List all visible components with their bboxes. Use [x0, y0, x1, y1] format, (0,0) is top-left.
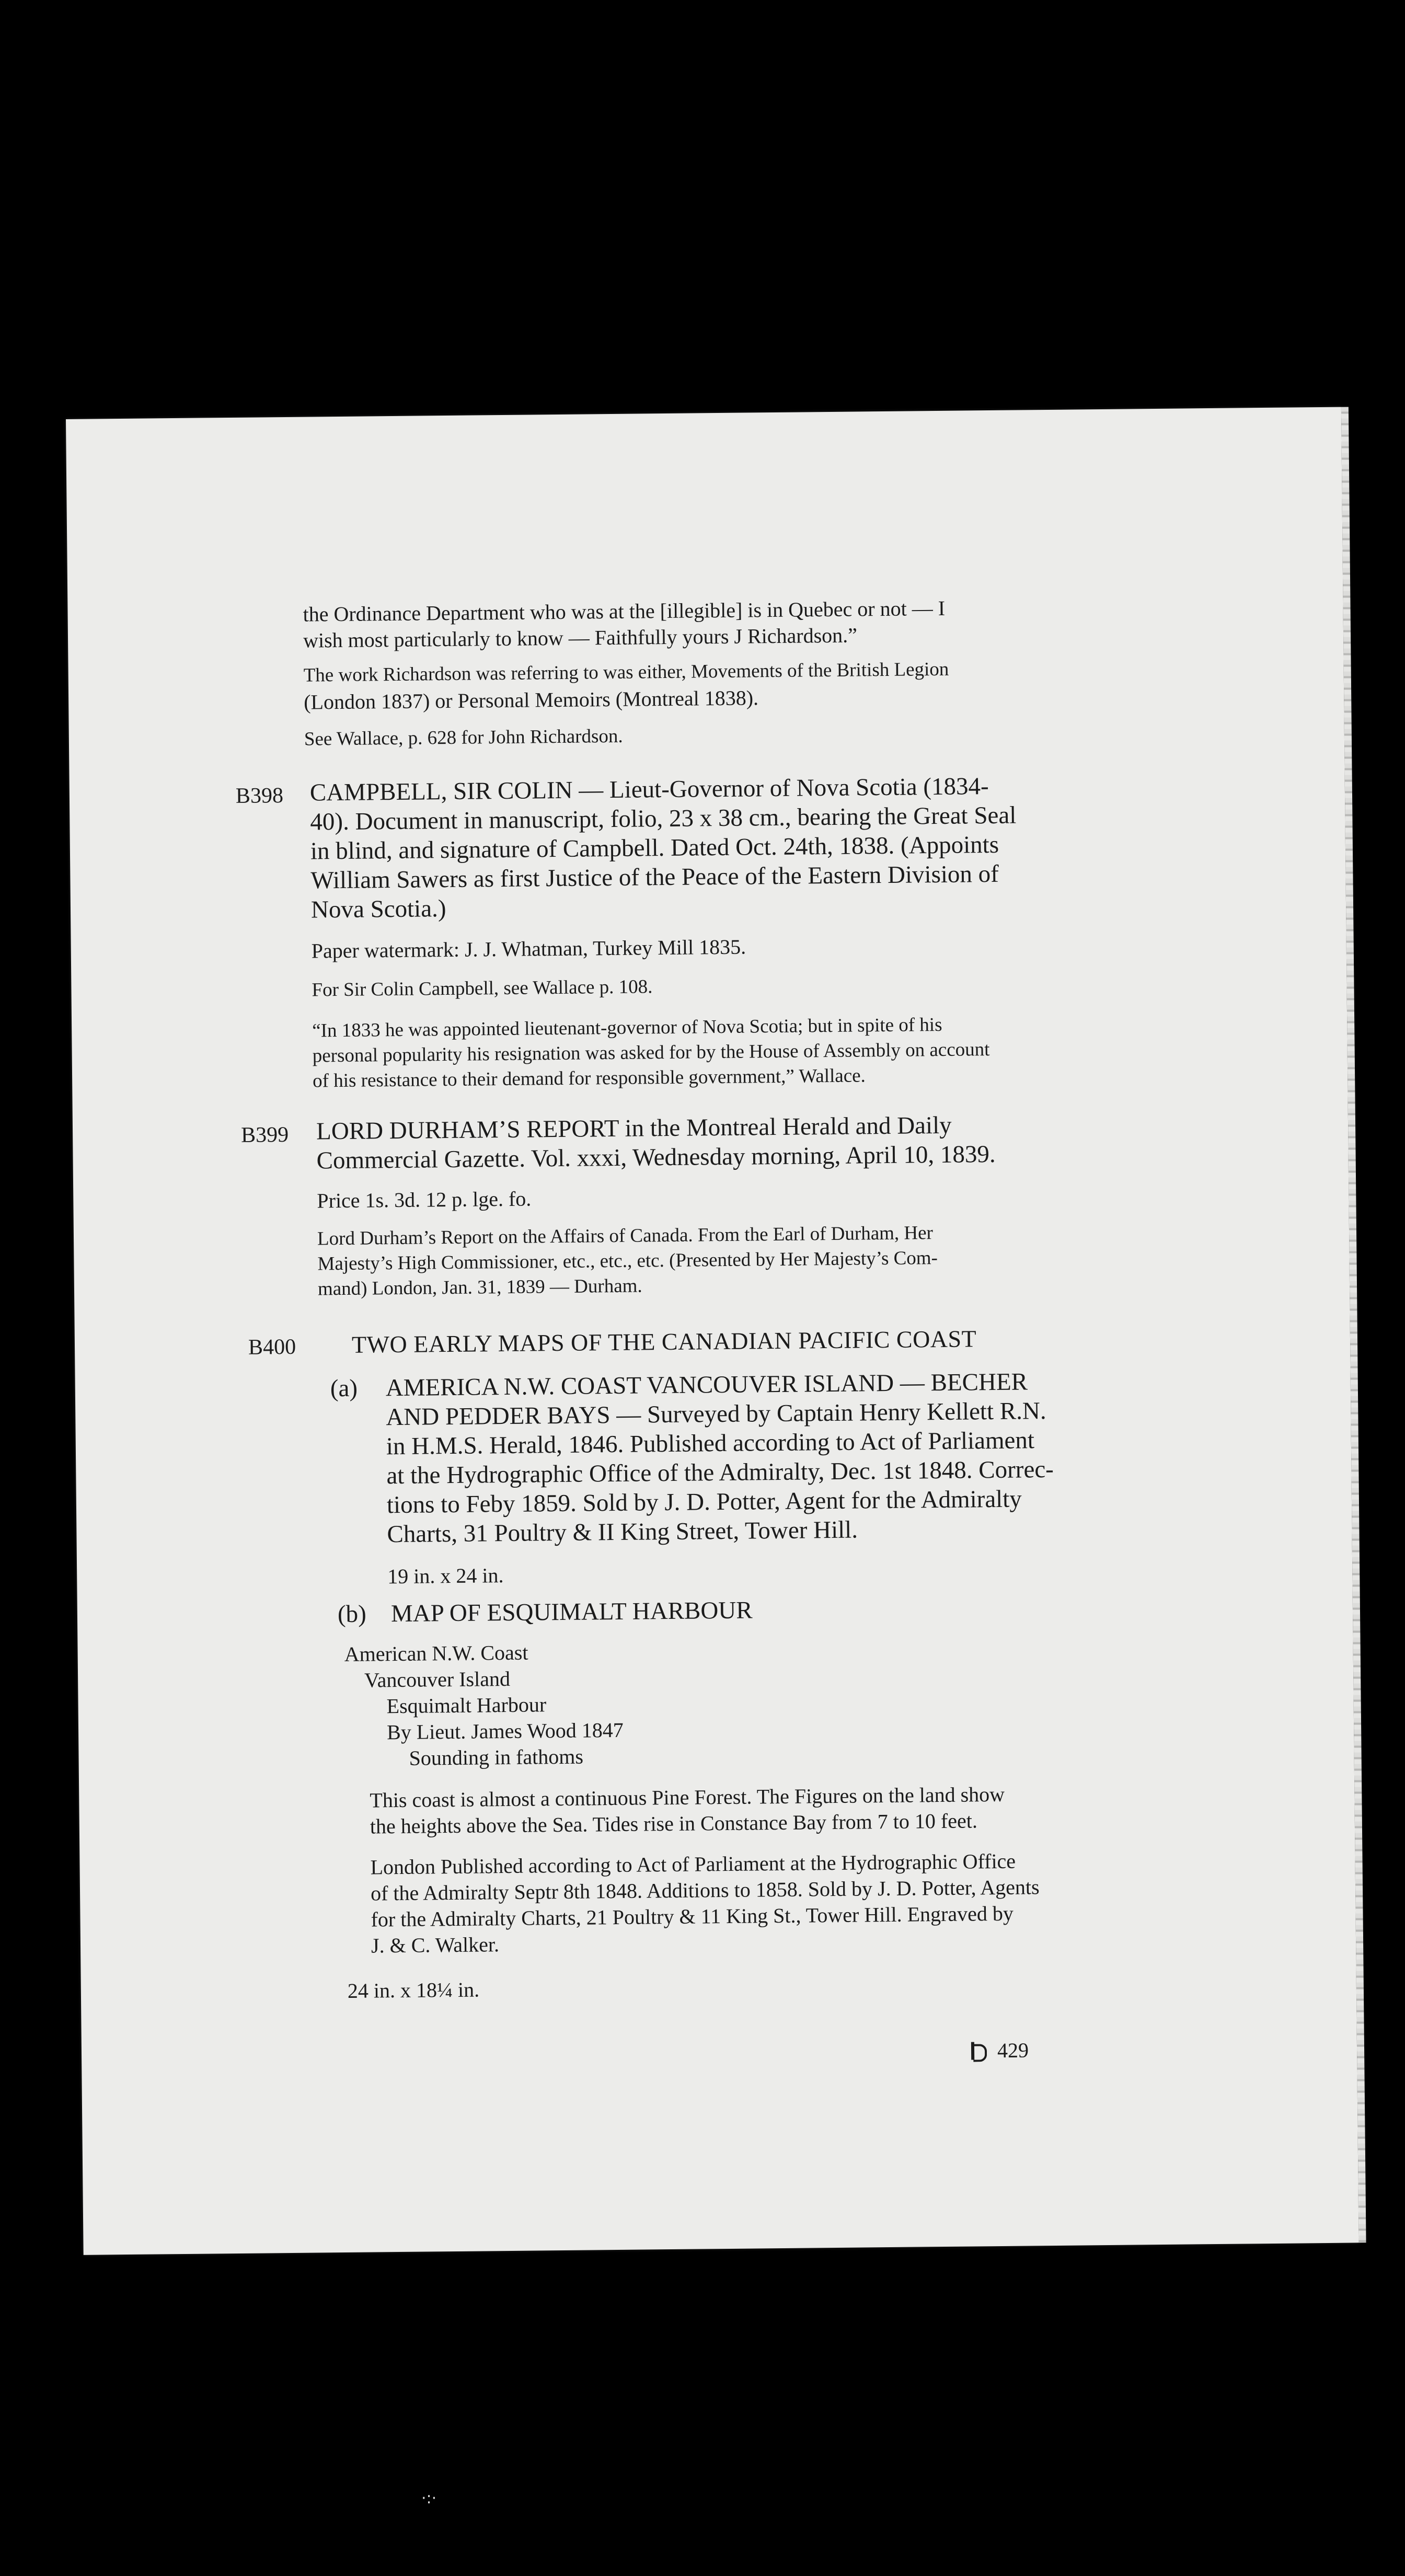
b400-heading: TWO EARLY MAPS OF THE CANADIAN PACIFIC COAST: [351, 1325, 977, 1358]
intro-line-1: the Ordinance Department who was at the [illegible] is in Quebec or not — I: [303, 596, 946, 626]
b400-b-map-line-1: American N.W. Coast: [344, 1640, 528, 1666]
b399-note-line-3: mand) London, Jan. 31, 1839 — Durham.: [317, 1275, 642, 1300]
intro-see-note: See Wallace, p. 628 for John Richardson.: [304, 725, 623, 750]
b398-line-1: CAMPBELL, SIR COLIN — Lieut-Governor of Nova Scotia (1834-: [309, 773, 989, 807]
b398-line-3: in blind, and signature of Campbell. Dated Oct. 24th, 1838. (Appoints: [310, 831, 999, 865]
b399-line-2: Commercial Gazette. Vol. xxxi, Wednesday morning, April 10, 1839.: [316, 1140, 996, 1175]
dust-speck: ·:·: [421, 2489, 437, 2508]
b399-line-1: LORD DURHAM’S REPORT in the Montreal Herald and Daily: [316, 1111, 952, 1145]
b398-quote-line-2: personal popularity his resignation was asked for by the House of Assembly on account: [312, 1039, 990, 1067]
b400-a-label: (a): [330, 1374, 358, 1402]
b399-note-line-1: Lord Durham’s Report on the Affairs of Canada. From the Earl of Durham, Her: [317, 1222, 934, 1250]
b399-price: Price 1s. 3d. 12 p. lge. fo.: [317, 1187, 532, 1213]
pointing-hand-icon: [970, 2042, 988, 2060]
entry-number-b400: B400: [248, 1335, 296, 1360]
page-number-value: 429: [997, 2038, 1029, 2063]
b400-a-line-6: Charts, 31 Poultry & II King Street, Tower Hill.: [387, 1516, 858, 1548]
b400-a-line-5: tions to Feby 1859. Sold by J. D. Potter, Agent for the Admiralty: [386, 1485, 1022, 1519]
b400-b-title: MAP OF ESQUIMALT HARBOUR: [390, 1596, 753, 1628]
b398-line-4: William Sawers as first Justice of the Peace of the Eastern Division of: [310, 860, 999, 894]
b400-b-publication-line-1: London Published according to Act of Parliament at the Hydrographic Office: [370, 1849, 1016, 1879]
b398-quote-line-3: of his resistance to their demand for responsible government,” Wallace.: [312, 1065, 866, 1092]
b400-a-line-3: in H.M.S. Herald, 1846. Published according to Act of Parliament: [386, 1427, 1035, 1460]
entry-number-b399: B399: [240, 1122, 289, 1147]
b398-see-note: For Sir Colin Campbell, see Wallace p. 108.: [312, 976, 653, 1001]
b400-a-size: 19 in. x 24 in.: [387, 1563, 504, 1589]
intro-work-line-1: The work Richardson was referring to was either, Movements of the British Legion: [303, 658, 949, 686]
b400-b-label: (b): [337, 1600, 367, 1628]
b400-b-map-line-2: Vancouver Island: [364, 1666, 511, 1692]
entry-number-b398: B398: [235, 784, 284, 808]
document-page: [66, 407, 1359, 2255]
b400-b-publication-line-2: of the Admiralty Septr 8th 1848. Additions to 1858. Sold by J. D. Potter, Agents: [370, 1875, 1040, 1905]
b400-a-line-2: AND PEDDER BAYS — Surveyed by Captain Henry Kellett R.N.: [386, 1397, 1046, 1431]
b400-b-publication-line-4: J. & C. Walker.: [371, 1933, 500, 1958]
intro-line-2: wish most particularly to know — Faithfully yours J Richardson.”: [303, 623, 858, 652]
b400-a-line-1: AMERICA N.W. COAST VANCOUVER ISLAND — BECHER: [385, 1368, 1028, 1402]
b400-b-map-line-4: By Lieut. James Wood 1847: [386, 1718, 624, 1744]
b398-watermark-note: Paper watermark: J. J. Whatman, Turkey Mill 1835.: [311, 935, 746, 963]
b400-b-publication-line-3: for the Admiralty Charts, 21 Poultry & 11 King St., Tower Hill. Engraved by: [371, 1901, 1014, 1931]
b398-line-5: Nova Scotia.): [310, 895, 446, 924]
b400-b-map-line-5: Sounding in fathoms: [409, 1744, 584, 1770]
b400-b-coast-line-2: the heights above the Sea. Tides rise in Constance Bay from 7 to 10 feet.: [370, 1809, 978, 1838]
page-number: [970, 2037, 1029, 2064]
b399-note-line-2: Majesty’s High Commissioner, etc., etc., etc. (Presented by Her Majesty’s Com-: [317, 1247, 938, 1275]
b400-b-coast-line-1: This coast is almost a continuous Pine Forest. The Figures on the land show: [370, 1782, 1005, 1812]
b400-b-size: 24 in. x 18¼ in.: [347, 1977, 480, 2003]
b398-line-2: 40). Document in manuscript, folio, 23 x 38 cm., bearing the Great Seal: [310, 801, 1017, 836]
b400-b-map-line-3: Esquimalt Harbour: [386, 1693, 547, 1718]
intro-work-line-2: (London 1837) or Personal Memoirs (Montreal 1838).: [303, 686, 759, 714]
b398-quote-line-1: “In 1833 he was appointed lieutenant-governor of Nova Scotia; but in spite of his: [312, 1014, 942, 1042]
b400-a-line-4: at the Hydrographic Office of the Admiralty, Dec. 1st 1848. Correc-: [386, 1455, 1054, 1490]
